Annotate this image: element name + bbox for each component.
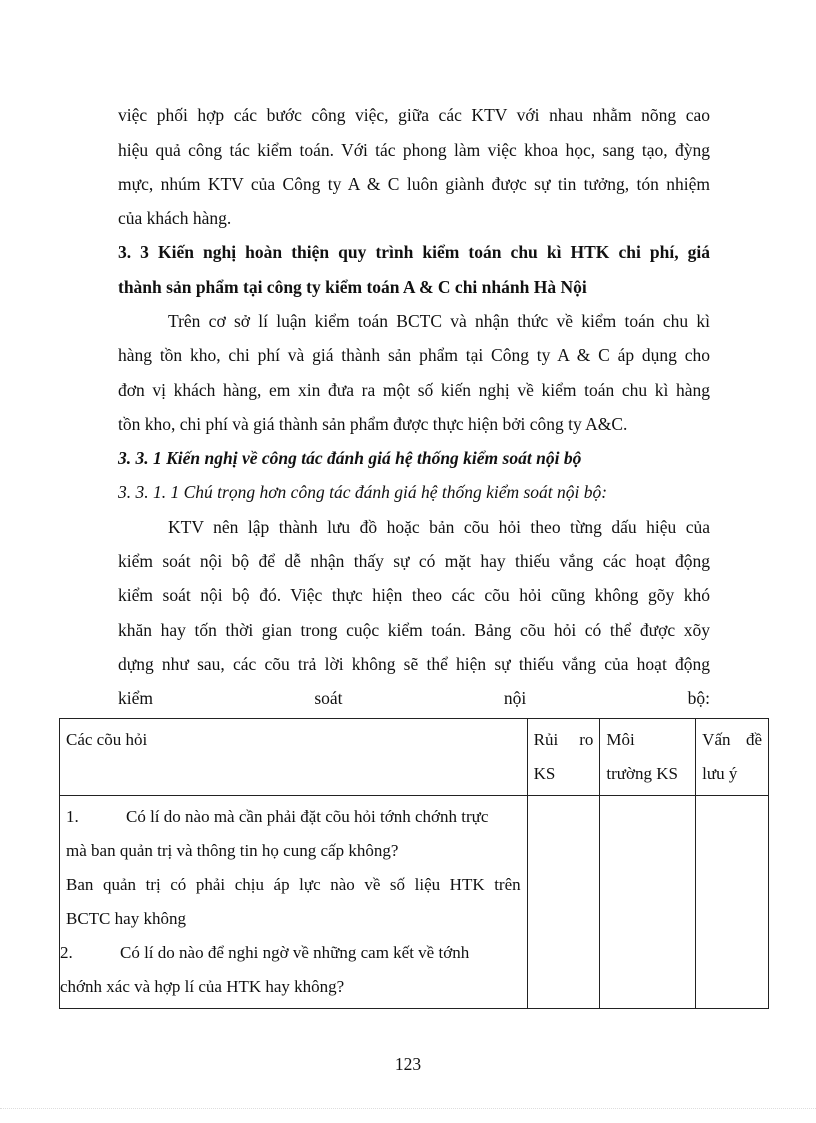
header-risk-line: Rủi ro	[533, 730, 594, 749]
paragraph-line: kiểm soát nội bộ:	[118, 688, 710, 708]
table-header-row	[60, 719, 769, 796]
subsection-heading: 3. 3. 1 Kiến nghị về công tác đánh giá hệ thống kiểm soát nội bộ	[118, 448, 582, 468]
header-risk-line: KS	[533, 764, 556, 783]
header-control-environment	[600, 719, 696, 796]
paragraph-line: của khách hàng.	[118, 208, 232, 228]
question-line	[60, 936, 521, 970]
question-line: BCTC hay không	[66, 909, 186, 928]
section-heading: thành sản phẩm tại công ty kiểm toán A & C chi nhánh Hà Nội	[118, 277, 587, 297]
paragraph-line: dựng như sau, các cõu trả lời không sẽ thể hiện sự thiếu vắng của hoạt động	[118, 654, 710, 674]
header-questions-label: Các cõu hỏi	[66, 730, 148, 749]
risk-answer-cell	[527, 796, 600, 1009]
paragraph-line: hiệu quả công tác kiểm toán. Với tác phong làm việc khoa học, sang tạo, đỳng	[118, 140, 710, 160]
question-line: chớnh xác và hợp lí của HTK hay không?	[60, 977, 345, 996]
header-note-line: lưu ý	[702, 764, 738, 783]
environment-answer-cell	[600, 796, 696, 1009]
header-env-line: trường KS	[606, 764, 678, 783]
question-line	[66, 800, 521, 834]
question-line: mà ban quản trị và thông tin họ cung cấp không?	[66, 841, 399, 860]
section-heading: 3. 3 Kiến nghị hoàn thiện quy trình kiểm toán chu kì HTK chi phí, giá	[118, 242, 710, 262]
subsubsection-heading: 3. 3. 1. 1 Chú trọng hơn công tác đánh giá hệ thống kiểm soát nội bộ:	[118, 482, 608, 502]
question-number: 1.	[66, 807, 79, 826]
paragraph-line: kiểm soát nội bộ đó. Việc thực hiện theo các cõu hỏi cũng không gõy khó	[118, 585, 710, 605]
paragraph-line: mực, nhúm KTV của Công ty A & C luôn giành được sự tin tưởng, tón nhiệm	[118, 174, 710, 194]
paragraph-line: kiểm soát nội bộ để dễ nhận thấy sự có mặt hay thiếu vắng các hoạt động	[118, 551, 710, 571]
header-questions	[60, 719, 528, 796]
question-text: Có lí do nào để nghi ngờ về những cam kết về tớnh	[120, 943, 470, 962]
paragraph-line: đơn vị khách hàng, em xin đưa ra một số kiến nghị về kiểm toán chu kì hàng	[118, 380, 710, 400]
question-number: 2.	[60, 943, 73, 962]
paragraph-line: khăn hay tốn thời gian trong cuộc kiểm toán. Bảng cõu hỏi có thể được xõy	[118, 620, 710, 640]
paragraph-line: tồn kho, chi phí và giá thành sản phẩm được thực hiện bởi công ty A&C.	[118, 414, 628, 434]
paragraph-line: hàng tồn kho, chi phí và giá thành sản phẩm tại Công ty A & C áp dụng cho	[118, 345, 710, 365]
header-note-line: Vấn đề	[702, 730, 762, 749]
header-notes	[696, 719, 769, 796]
header-env-line: Môi	[606, 730, 635, 749]
notes-answer-cell	[696, 796, 769, 1009]
question-line: Ban quản trị có phải chịu áp lực nào về số liệu HTK trên	[66, 875, 521, 894]
paragraph-line: Trên cơ sở lí luận kiểm toán BCTC và nhận thức về kiểm toán chu kì	[168, 311, 710, 331]
paragraph-line: KTV nên lập thành lưu đồ hoặc bản cõu hỏi theo từng dấu hiệu của	[168, 517, 710, 537]
header-control-risk	[527, 719, 600, 796]
questionnaire-table	[59, 718, 769, 1009]
table-row	[60, 796, 769, 1009]
questions-cell	[60, 796, 528, 1009]
page-number: 123	[394, 1054, 422, 1074]
question-text: Có lí do nào mà cần phải đặt cõu hỏi tớnh chớnh trực	[126, 807, 489, 826]
page-divider	[0, 1108, 816, 1109]
paragraph-line: việc phối hợp các bước công việc, giữa các KTV với nhau nhằm nõng cao	[118, 105, 710, 125]
